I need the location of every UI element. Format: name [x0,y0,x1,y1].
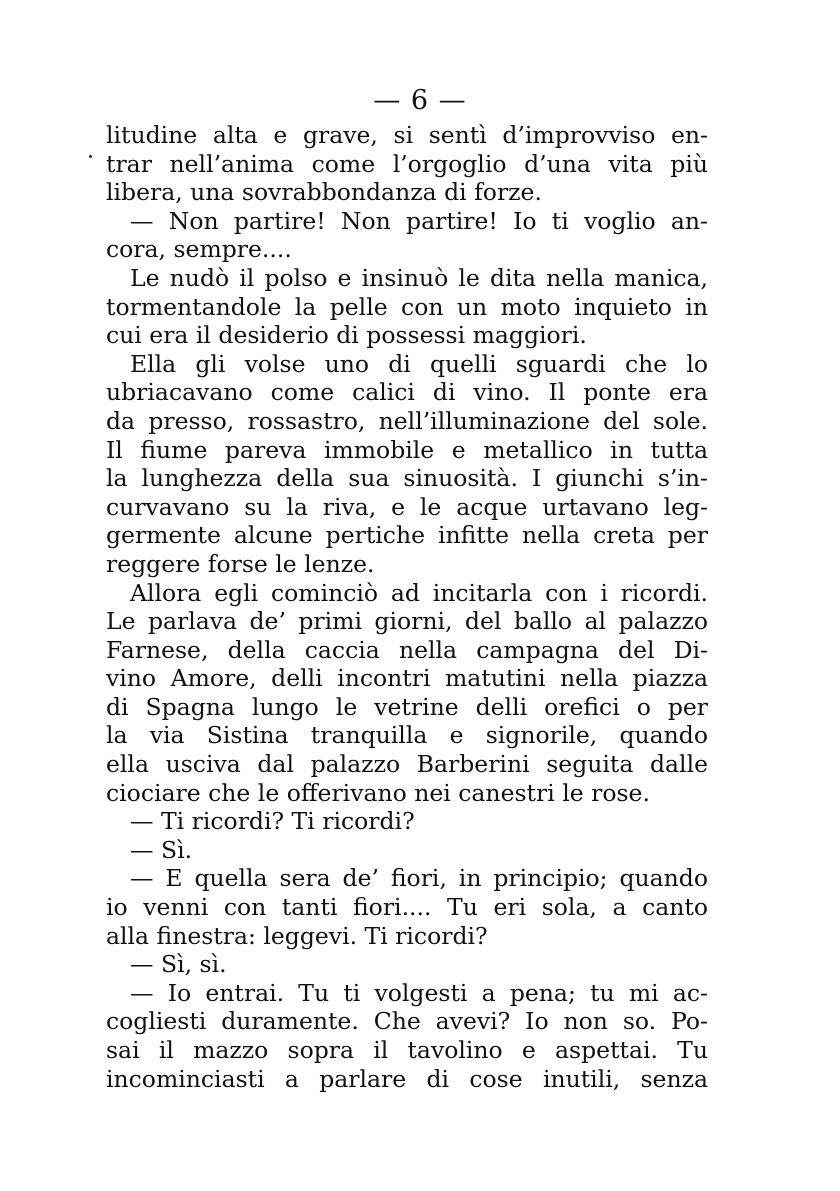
text-line: Le parlava de’ primi giorni, del ballo al palazzo [106,607,708,636]
text-line: cui era il desiderio di possessi maggiori. [106,321,587,350]
text-line: Il fiume pareva immobile e metallico in tutta [106,435,708,464]
text-line: — Sì, sì. [130,950,227,979]
text-line: — Sì. [130,835,193,864]
text-line: — E quella sera de’ fiori, in principio; quando [130,864,708,893]
text-line: alla finestra: leggevi. Ti ricordi? [106,921,488,950]
text-line: — Non partire! Non partire! Io ti voglio an- [130,206,708,235]
text-line: tormentandole la pelle con un moto inquieto in [106,292,708,321]
text-line: reggere forse le lenze. [106,549,375,578]
text-line: di Spagna lungo le vetrine delli orefici o per [106,692,708,721]
text-line: — Ti ricordi? Ti ricordi? [130,807,415,836]
text-line: cogliesti duramente. Che avevi? Io non so. Po- [106,1007,708,1036]
text-line: ciociare che le offerivano nei canestri le rose. [106,778,650,807]
text-line: curvavano su la riva, e le acque urtavano leg- [106,492,708,521]
text-line: Le nudò il polso e insinuò le dita nella manica, [130,263,708,292]
text-line: la lunghezza della sua sinuosità. I giunchi s’in- [106,464,708,493]
text-line: incominciasti a parlare di cose inutili, senza [106,1064,708,1093]
text-line: ella usciva dal palazzo Barberini seguita dalle [106,750,708,779]
text-line: germente alcune pertiche infitte nella creta per [106,521,708,550]
text-line: io venni con tanti fiori.... Tu eri sola, a canto [106,893,708,922]
text-line: Ella gli volse uno di quelli sguardi che lo [130,349,708,378]
page-number: — 6 — [373,85,467,116]
print-speck [89,155,92,158]
text-line: la via Sistina tranquilla e signorile, quando [106,721,708,750]
text-line: libera, una sovrabbondanza di forze. [106,178,542,207]
text-line: — Io entrai. Tu ti volgesti a pena; tu mi ac- [130,978,708,1007]
text-line: da presso, rossastro, nell’illuminazione del sole. [106,406,708,435]
text-line: vino Amore, delli incontri matutini nella piazza [106,664,708,693]
text-line: ubriacavano come calici di vino. Il ponte era [106,378,708,407]
text-line: trar nell’anima come l’orgoglio d’una vita più [106,149,708,178]
text-line: Allora egli cominciò ad incitarla con i ricordi. [130,578,708,607]
body-text [106,121,708,1093]
text-line: litudine alta e grave, si sentì d’improvviso en- [106,121,708,149]
text-line: cora, sempre.... [106,235,292,264]
text-line: sai il mazzo sopra il tavolino e aspettai. Tu [106,1036,708,1064]
text-line: Farnese, della caccia nella campagna del Di- [106,635,708,664]
